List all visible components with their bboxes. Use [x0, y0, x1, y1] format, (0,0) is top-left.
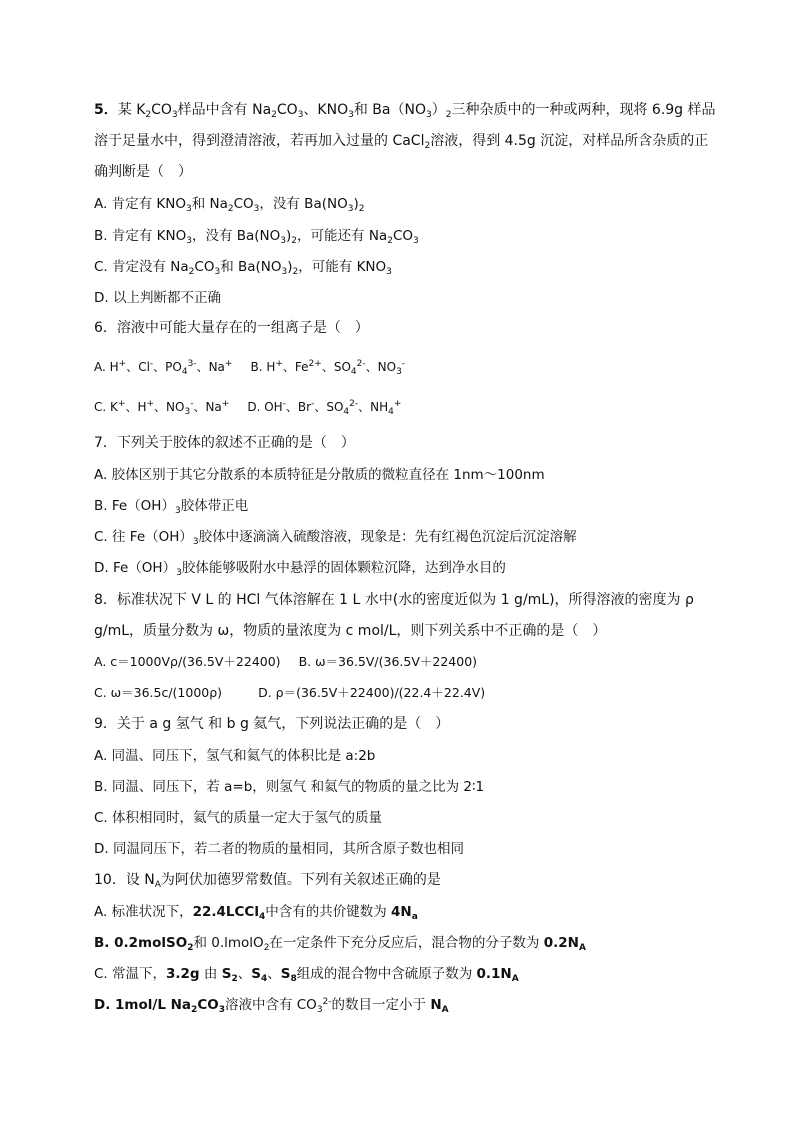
q10-option-b: B. 0.2molSO$_2$和 0.lmolO$_2$在一定条件下充分反应后，混合物的分子数为 $0.2N_A$ [94, 935, 586, 953]
q10-option-d: D. 1mol/L $Na_2CO_3$溶液中含有 $CO_3^{2-}$的数目一定小于 $N_A$ [94, 997, 449, 1015]
q9-stem: 9．关于 a g 氢气 和 b g 氦气，下列说法正确的是（ ） [94, 716, 450, 732]
q5-line-1: 5．某 $K_2CO_3$样品中含有 $Na_2CO_3$、$KNO_3$和 $Ba(NO_3)_2$三种杂质中的一种或两种，现将 6.9g 样品 [94, 102, 716, 120]
q5-number: 5． [94, 102, 118, 118]
q7-option-a: A. 胶体区别于其它分散系的本质特征是分散质的微粒直径在 1nm～100nm [94, 467, 545, 483]
q8-option-a: A. c＝1000Vρ/(36.5V＋22400) [94, 654, 281, 669]
q5-line-2: 溶于足量水中，得到澄清溶液，若再加入过量的 CaCl$_2$溶液，得到 4.5g 沉淀，对样品所含杂质的正 [94, 133, 709, 151]
q5-option-b: B. 肯定有 $KNO_3$，没有 $Ba(NO_3)_2$，可能还有 $Na_2CO_3$ [94, 228, 419, 246]
q9-option-c: C. 体积相同时，氦气的质量一定大于氢气的质量 [94, 810, 383, 826]
q7-option-c: C. 往 $Fe(OH)_3$胶体中逐滴滴入硫酸溶液，现象是：先有红褐色沉淀后沉淀溶解 [94, 529, 577, 547]
q6-options-ab [94, 358, 405, 376]
q9-option-a: A. 同温、同压下，氢气和氦气的体积比是 a:2b [94, 748, 376, 764]
q10-option-c: C. 常温下，3.2g 由 $S_2$、$S_4$、$S_8$组成的混合物中含硫原子数为 $0.1N_A$ [94, 966, 519, 984]
q6-option-a: A. H+、Cl-、$PO_4^{3-}$、Na+ [94, 359, 233, 377]
q8-option-c: C. ω＝36.5c/(1000ρ) [94, 685, 223, 700]
q8-option-d: D. ρ＝(36.5V＋22400)/(22.4＋22.4V) [258, 685, 486, 700]
q10-stem: 10．设 $N_A$为阿伏加德罗常数值。下列有关叙述正确的是 [94, 872, 441, 890]
q8-options-cd [94, 684, 485, 702]
q7-stem: 7．下列关于胶体的叙述不正确的是（ ） [94, 435, 355, 451]
q7-option-b: B. $Fe(OH)_3$胶体带正电 [94, 498, 249, 516]
q9-option-b: B. 同温、同压下，若 a=b，则氢气 和氦气的物质的量之比为 2∶1 [94, 779, 485, 795]
q5-line-3: 确判断是（ ） [94, 164, 192, 180]
q8-line-1: 8．标准状况下 V L 的 HCl 气体溶解在 1 L 水中(水的密度近似为 1 g/mL)，所得溶液的密度为 ρ [94, 592, 694, 608]
q6-stem: 6．溶液中可能大量存在的一组离子是（ ） [94, 320, 369, 336]
q8-option-b: B. ω＝36.5V/(36.5V＋22400) [298, 654, 478, 669]
q10-option-a: A. 标准状况下，22.4LCCl$_4$中含有的共价键数为 $4N_a$ [94, 904, 418, 922]
q7-option-d: D. $Fe(OH)_3$胶体能够吸附水中悬浮的固体颗粒沉降，达到净水目的 [94, 560, 506, 578]
q6-option-b: B. H+、$Fe^{2+}$、$SO_4^{2-}$、$NO_3^-$ [250, 359, 406, 377]
q5-option-d: D. 以上判断都不正确 [94, 290, 221, 306]
q9-option-d: D. 同温同压下，若二者的物质的量相同，其所含原子数也相同 [94, 841, 464, 857]
q6-option-c: C. K+、H+、$NO_3^-$、Na+ [94, 399, 230, 417]
q5-option-c: C. 肯定没有 $Na_2CO_3$和 $Ba(NO_3)_2$，可能有 $KNO_3$ [94, 259, 392, 277]
q6-option-d: D. OH-、Br-、$SO_4^{2-}$、$NH_4^+$ [247, 399, 402, 417]
q8-options-ab [94, 653, 477, 671]
q8-line-2: g/mL，质量分数为 ω，物质的量浓度为 c mol/L，则下列关系中不正确的是（ ） [94, 623, 607, 639]
q6-options-cd [94, 398, 401, 416]
q5-option-a: A. 肯定有 $KNO_3$和 $Na_2CO_3$，没有 $Ba(NO_3)_2$ [94, 196, 365, 214]
